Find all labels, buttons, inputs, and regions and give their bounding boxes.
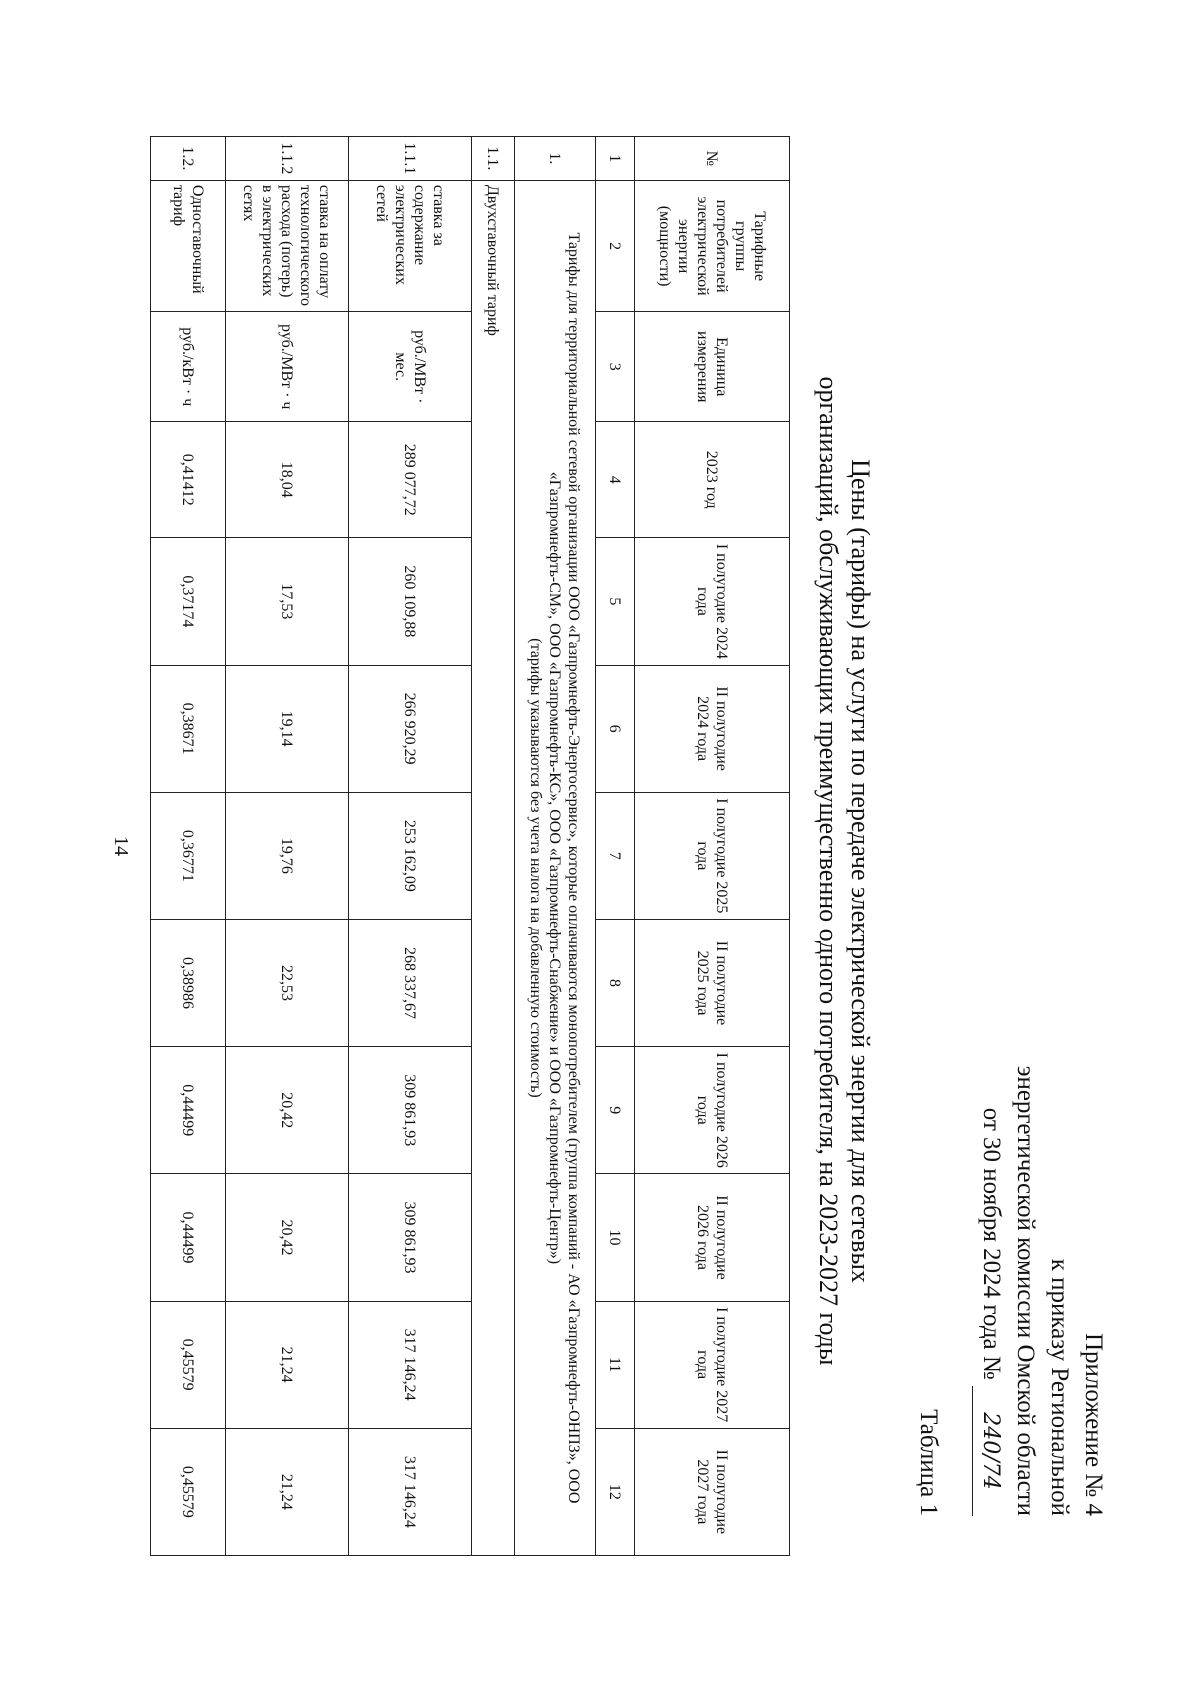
section-note: (тарифы указываются без учета налога на добавленную стоимость): [527, 638, 545, 1098]
table-label: Таблица 1: [915, 1409, 942, 1516]
column-number: 6: [596, 665, 635, 792]
row-number: 1.2.: [151, 137, 226, 181]
value-cell: 0,36771: [151, 792, 226, 919]
section-row: [515, 137, 596, 1556]
appendix-line-4: [972, 1066, 1008, 1516]
header-cell: №: [635, 137, 790, 181]
value-cell: 17,53: [226, 538, 349, 665]
header-cell: II полугодие 2027 года: [635, 1428, 790, 1555]
value-cell: 0,38986: [151, 919, 226, 1046]
subsection-label: Двухставочный тариф: [472, 180, 515, 1555]
value-cell: 0,44499: [151, 1174, 226, 1301]
value-cell: 19,14: [226, 665, 349, 792]
title-line-2: организаций, обслуживающих преимущественно одного потребителя, на 2023-2027 годы: [814, 376, 843, 1366]
value-cell: 309 861,93: [349, 1047, 472, 1174]
unit: руб./МВт · ч: [226, 312, 349, 422]
table-row: [349, 137, 472, 1556]
handwritten-order-number: 240/74: [972, 1386, 1007, 1516]
header-cell: I полугодие 2024 года: [635, 538, 790, 665]
column-number: 4: [596, 422, 635, 538]
appendix-line-3: энергетической комиссии Омской области: [1012, 1065, 1039, 1516]
value-cell: 21,24: [226, 1301, 349, 1428]
value-cell: 20,42: [226, 1047, 349, 1174]
value-cell: 21,24: [226, 1428, 349, 1555]
value-cell: 0,38671: [151, 665, 226, 792]
section-description: [515, 180, 596, 1555]
value-cell: 0,37174: [151, 538, 226, 665]
column-number: 8: [596, 919, 635, 1046]
row-number: 1.1.2: [226, 137, 349, 181]
value-cell: 268 337,67: [349, 919, 472, 1046]
tariff-table: [150, 136, 790, 1556]
value-cell: 309 861,93: [349, 1174, 472, 1301]
header-cell: I полугодие 2027 года: [635, 1301, 790, 1428]
subsection-number: 1.1.: [472, 137, 515, 181]
value-cell: 317 146,24: [349, 1301, 472, 1428]
column-number-row: [596, 137, 635, 1556]
appendix-line-1: Приложение № 4: [1080, 1332, 1107, 1516]
tariff-group: Одноставочный тариф: [151, 180, 226, 312]
value-cell: 266 920,29: [349, 665, 472, 792]
header-cell: I полугодие 2025 года: [635, 792, 790, 919]
header-cell: Тарифные группы потребителей электрической энергии (мощности): [635, 180, 790, 312]
column-number: 7: [596, 792, 635, 919]
header-cell: 2023 год: [635, 422, 790, 538]
column-number: 1: [596, 137, 635, 181]
document-title: [812, 366, 876, 1376]
value-cell: 18,04: [226, 422, 349, 538]
appendix-line-2: к приказу Региональной: [1046, 1258, 1073, 1516]
value-cell: 20,42: [226, 1174, 349, 1301]
column-number: 5: [596, 538, 635, 665]
header-cell: I полугодие 2026 года: [635, 1047, 790, 1174]
header-cell: Единица измерения: [635, 312, 790, 422]
value-cell: 253 162,09: [349, 792, 472, 919]
appendix-date-prefix: от 30 ноября 2024 года №: [978, 1107, 1005, 1380]
table-row: [151, 137, 226, 1556]
header-cell: II полугодие 2025 года: [635, 919, 790, 1046]
header-cell: II полугодие 2024 года: [635, 665, 790, 792]
value-cell: 19,76: [226, 792, 349, 919]
row-number: 1.1.1: [349, 137, 472, 181]
header-cell: II полугодие 2026 года: [635, 1174, 790, 1301]
tariff-group: ставка на оплату технологического расхода (потерь) в электрических сетях: [226, 180, 349, 312]
value-cell: 0,41412: [151, 422, 226, 538]
header-row: [635, 137, 790, 1556]
column-number: 3: [596, 312, 635, 422]
page-number: 14: [110, 836, 132, 856]
value-cell: 317 146,24: [349, 1428, 472, 1555]
rotated-page: [22, 76, 1142, 1596]
value-cell: 22,53: [226, 919, 349, 1046]
value-cell: 0,45579: [151, 1428, 226, 1555]
value-cell: 289 077,72: [349, 422, 472, 538]
subsection-row: [472, 137, 515, 1556]
tariff-group: ставка за содержание электрических сетей: [349, 180, 472, 312]
unit: руб./кВт · ч: [151, 312, 226, 422]
section-text: Тарифы для территориальной сетевой организации ООО «Газпромнефть-Энергосервис», которые оплачиваются монопотребителем (группа компаний - АО «Газпромнефть-ОНПЗ», ООО «Газпромнефть-СМ», ООО «Газпромнефть-КС», ООО «Газпромнефть-Снабжение» и ООО «Газпромнефть-Центр»): [546, 232, 583, 1504]
column-number: 11: [596, 1301, 635, 1428]
appendix-block: [972, 1066, 1110, 1516]
value-cell: 0,44499: [151, 1047, 226, 1174]
column-number: 9: [596, 1047, 635, 1174]
column-number: 12: [596, 1428, 635, 1555]
value-cell: 0,45579: [151, 1301, 226, 1428]
column-number: 2: [596, 180, 635, 312]
title-line-1: Цены (тарифы) на услуги по передаче электрической энергии для сетевых: [846, 459, 875, 1283]
value-cell: 260 109,88: [349, 538, 472, 665]
column-number: 10: [596, 1174, 635, 1301]
unit: руб./МВт · мес.: [349, 312, 472, 422]
section-number: 1.: [515, 137, 596, 181]
table-row: [226, 137, 349, 1556]
